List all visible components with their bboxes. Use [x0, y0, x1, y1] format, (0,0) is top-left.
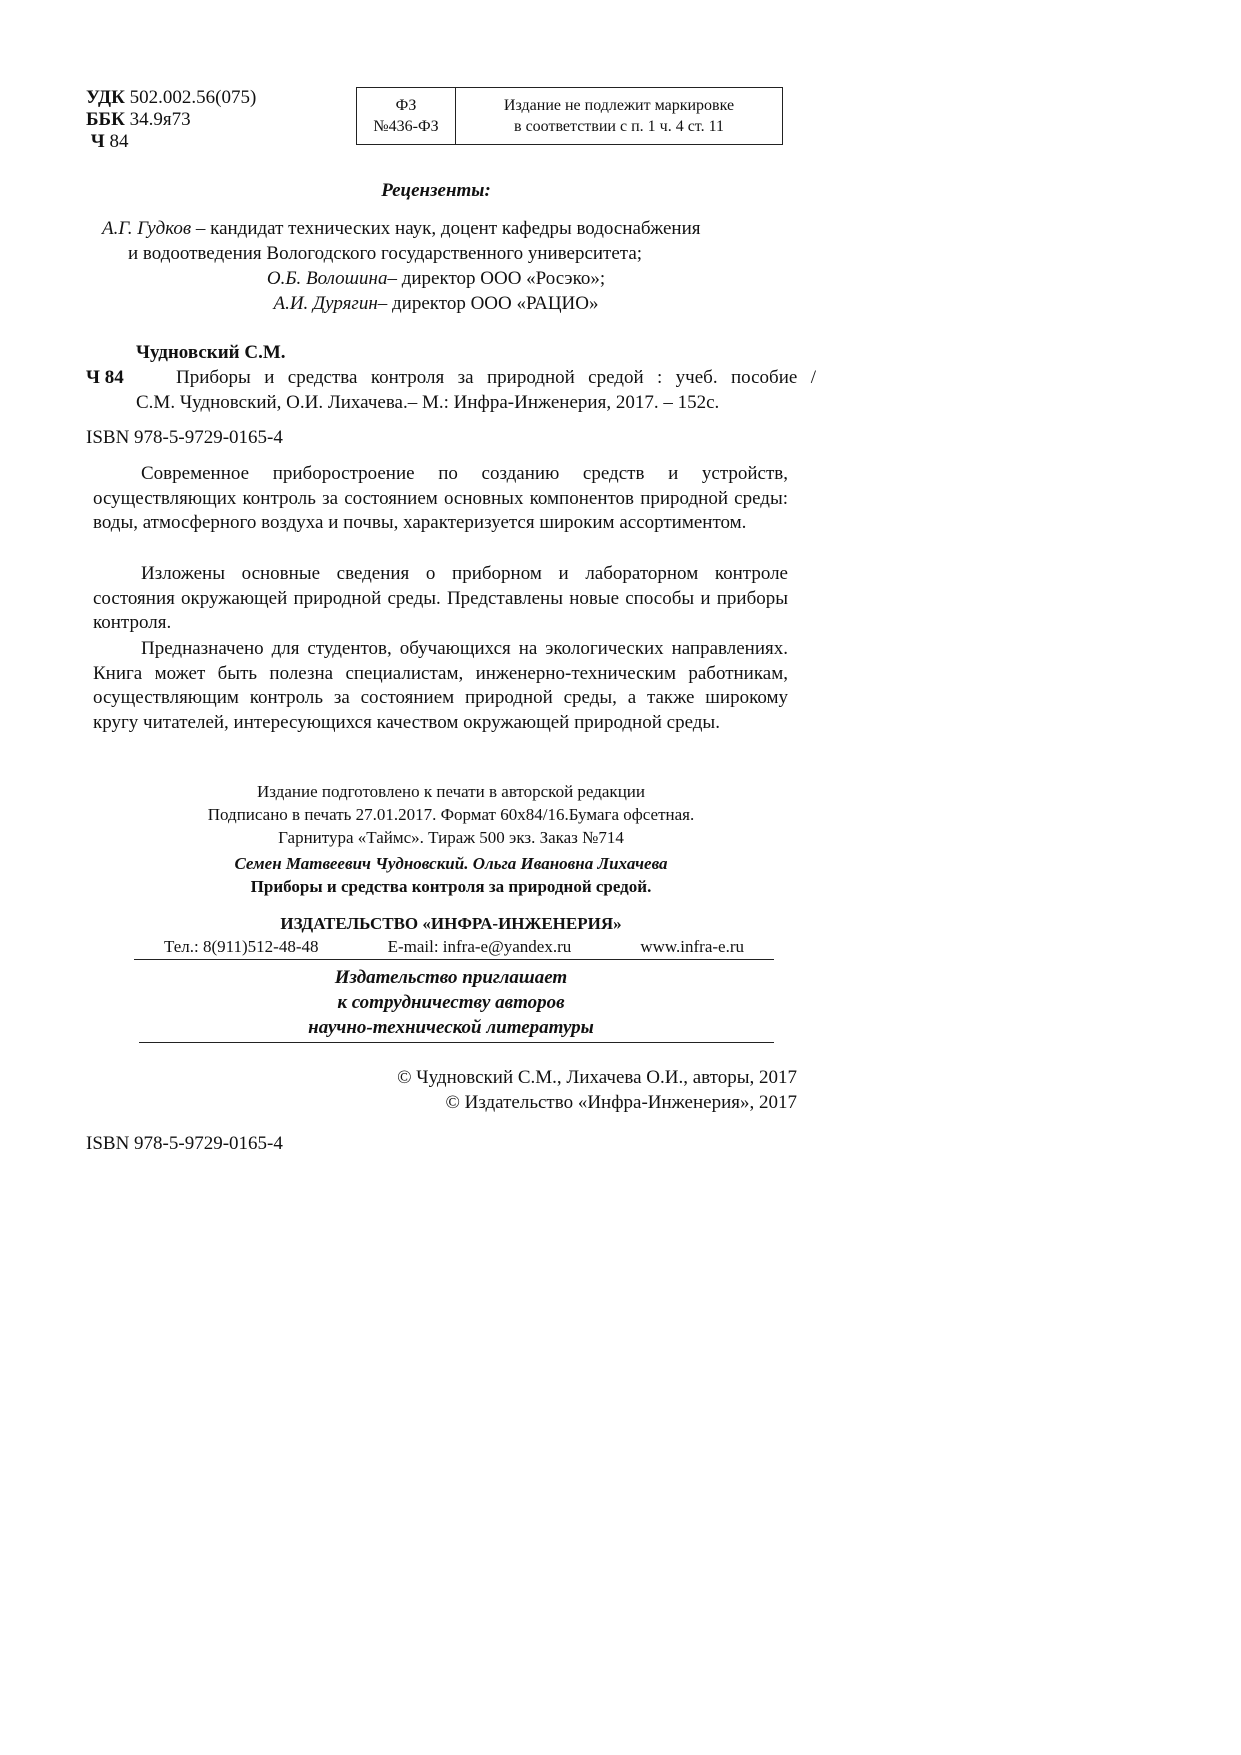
publisher-contacts [164, 935, 744, 958]
law-table-left-cell [357, 88, 456, 144]
marking-note-line1: Издание не подлежит маркировке [503, 97, 735, 114]
reviewer-2 [86, 266, 786, 291]
bbk-value: 34.9я73 [129, 109, 191, 130]
classification-block [86, 87, 326, 153]
imprint-line-2: Подписано в печать 27.01.2017. Формат 60х84/16.Бумага офсетная. [207, 805, 695, 824]
udk-value: 502.002.56(075) [129, 87, 257, 108]
bbk-line [86, 109, 326, 131]
imprint-block [86, 780, 816, 849]
invitation-line-1: Издательство приглашает [334, 967, 568, 988]
isbn-bottom: ISBN 978-5-9729-0165-4 [86, 1133, 283, 1154]
copyright-authors: © Чудновский С.М., Лихачева О.И., авторы, 2017 [397, 1067, 797, 1088]
bibliography-title-line: Приборы и средства контроля за природной средой : учеб. пособие / [176, 367, 816, 388]
publisher-website[interactable]: www.infra-e.ru [640, 937, 744, 956]
udk-line [86, 87, 326, 109]
reviewer-3-text: – директор ООО «РАЦИО» [377, 293, 599, 314]
book-credit [86, 852, 816, 898]
reviewer-2-text: – директор ООО «Росэко»; [387, 268, 606, 289]
reviewer-2-name: О.Б. Волошина [266, 268, 388, 289]
author-mark-value: 84 [109, 131, 129, 152]
author-mark-line [86, 131, 326, 153]
law-table-right-cell [456, 88, 782, 144]
divider-bottom [139, 1042, 774, 1043]
publisher-phone: Тел.: 8(911)512-48-48 [164, 937, 319, 956]
bibliography-code: Ч 84 [86, 367, 124, 388]
credit-authors: Семен Матвеевич Чудновский. Ольга Ивановна Лихачева [234, 854, 668, 873]
law-code: ФЗ [395, 97, 417, 114]
marking-note-line2: в соответствии с п. 1 ч. 4 ст. 11 [514, 118, 724, 135]
copyright-block [300, 1065, 797, 1115]
invitation-line-2: к сотрудничеству авторов [337, 992, 565, 1013]
bbk-label: ББК [86, 109, 125, 130]
law-number: №436-ФЗ [373, 118, 439, 135]
annotation-paragraph-2 [93, 562, 788, 636]
imprint-line-3: Гарнитура «Таймс». Тираж 500 экз. Заказ №714 [278, 828, 624, 847]
annotation-text-3: Предназначено для студентов, обучающихся на экологических направлениях. Книга может быть полезна специалистам, инженерно-техническим работникам, осуществляющим контроль за состоянием природной среды, а также широкому кругу читателей, интересующихся качеством окружающей природной среды. [93, 638, 788, 733]
reviewer-1-text: – кандидат технических наук, доцент кафедры водоснабжения [191, 218, 701, 239]
publisher-invitation [86, 965, 816, 1040]
udk-label: УДК [86, 87, 125, 108]
reviewer-1 [102, 216, 802, 241]
publisher-name: ИЗДАТЕЛЬСТВО «ИНФРА-ИНЖЕНЕРИЯ» [280, 914, 622, 933]
isbn-top: ISBN 978-5-9729-0165-4 [86, 427, 283, 448]
law-marking-table [356, 87, 783, 145]
reviewer-3-name: А.И. Дурягин [273, 293, 378, 314]
annotation-text-2: Изложены основные сведения о приборном и лабораторном контроле состояния окружающей природной среды. Представлены новые способы и приборы контроля. [93, 563, 788, 633]
annotation-paragraph-3 [93, 637, 788, 735]
imprint-line-1: Издание подготовлено к печати в авторской редакции [257, 782, 645, 801]
copyright-publisher: © Издательство «Инфра-Инженерия», 2017 [445, 1092, 797, 1113]
reviewer-3 [86, 291, 786, 316]
divider-top [134, 959, 774, 960]
annotation-text-1: Современное приборостроение по созданию средств и устройств, осуществляющих контроль за состоянием основных компонентов природной среды: воды, атмосферного воздуха и почвы, характеризуется широким ассортиментом. [93, 463, 788, 533]
invitation-line-3: научно-технической литературы [308, 1017, 594, 1038]
author-mark-label: Ч [90, 131, 105, 152]
publisher-email[interactable]: E-mail: infra-e@yandex.ru [387, 937, 572, 956]
annotation-paragraph-1 [93, 462, 788, 536]
reviewers-title: Рецензенты: [381, 180, 491, 201]
credit-title: Приборы и средства контроля за природной средой. [250, 877, 652, 896]
bibliography-imprint-line: С.М. Чудновский, О.И. Лихачева.– М.: Инфра-Инженерия, 2017. – 152с. [136, 392, 720, 413]
bibliography-author: Чудновский С.М. [136, 342, 286, 363]
reviewer-1-name: А.Г. Гудков [102, 218, 192, 239]
reviewer-1-continuation: и водоотведения Вологодского государственного университета; [128, 243, 643, 264]
